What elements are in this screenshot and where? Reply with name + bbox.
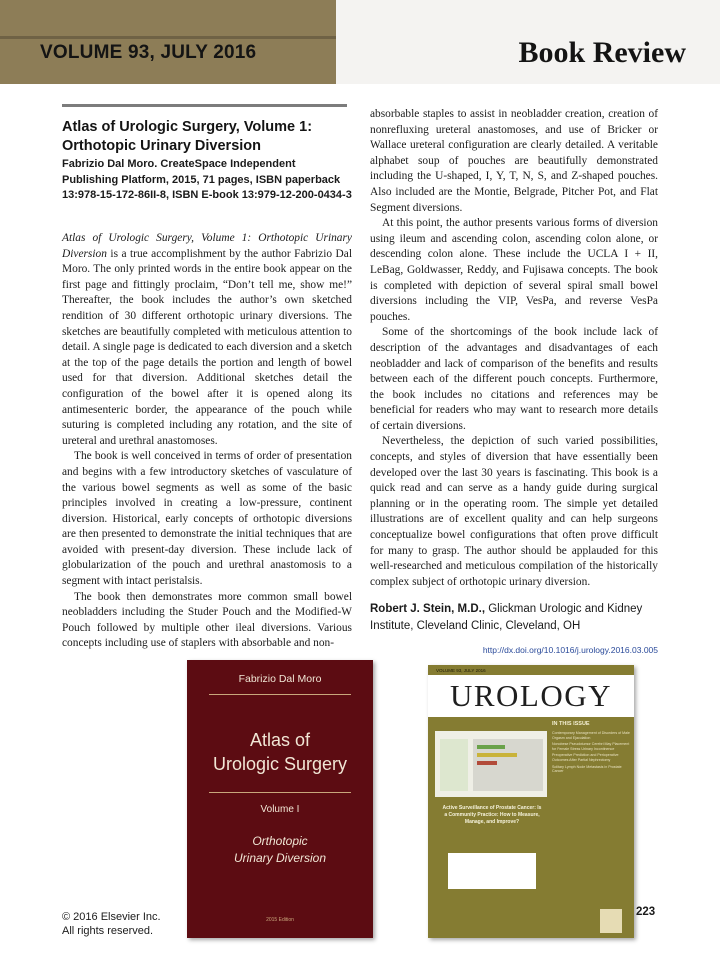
book-title-italic: Atlas of Urologic Surgery, Volume 1: Orthotopic Urinary Diversion: [62, 232, 352, 260]
journal-cover-image: [428, 665, 634, 938]
journal-cover-label-box: [448, 853, 536, 889]
journal-contents-item: Nonobese Pseudotumor Cerebri May Placement for Female Stress Urinary Incontinence: [552, 742, 630, 751]
title-rule: [62, 104, 347, 107]
journal-cover-title: UROLOGY: [449, 678, 613, 713]
volume-label: VOLUME 93, JULY 2016: [40, 42, 257, 63]
book-cover-rule-top: [209, 694, 351, 695]
journal-contents-item: Preoperative Prediction and Perioperative Outcomes After Partial Nephrectomy: [552, 753, 619, 762]
book-cover-image: [187, 660, 373, 938]
journal-contents-list: [552, 731, 630, 776]
paragraph-4: At this point, the author presents various forms of diversion using ileum and ascending colon, ascending colon alone, or descending colon alone. These include the UCLA I + II, LeBag, Goldwasser, Reddy, and Fujisawa concepts. The book is completed with depiction of several spiral small bowel diversions including the VIP, VesPa, and reverse VesPa pouches.: [370, 217, 658, 323]
review-title-line2: Orthotopic Urinary Diversion: [62, 138, 262, 154]
paragraph-1-text: is a true accomplishment by the author Fabrizio Dal Moro. The only printed words in the entire book appear on the first page and fittingly proclaim, “Don’t tell me, show me!” Thereafter, the book includes the author’s own sketched rendition of 30 different orthotopic urinary diversions. The sketches are beautifully completed with meticulous attention to detail. A single page is dedicated to each diversion and a sketch at the top of the page details the portion and length of bowel used for that diversion. Additional sketches detail the configuration of the bowel after it is opened along its antimesenteric border, the appearance of the pouch while suturing is completed including any rotation, and the site of ureteral and urethral anastomoses.: [62, 247, 352, 447]
copyright-line1: © 2016 Elsevier Inc.: [62, 911, 161, 923]
book-cover-author: Fabrizio Dal Moro: [238, 673, 322, 685]
copyright-line2: All rights reserved.: [62, 925, 154, 937]
book-cover-title-line2: Urologic Surgery: [212, 754, 348, 774]
paragraph-3-continued: absorbable staples to assist in neobladder creation, creation of nonrefluxing ureteral anastomoses, and use of Bricker or Wallace ureteral configuration are clearly detailed. A veritable alphabet soup of pouches are beautifully demonstrated including the U-shaped, I, Y, T, N, S, and Z-shaped pouches. Also included are the Montie, Belgrade, Pitcher Pot, and Flat Segment diversions.: [370, 108, 658, 214]
paragraph-3-start: The book then demonstrates more common small bowel neobladders including the Studer Pouch and the Modified-W Pouch followed by multiple other ileal diversions. Various concepts including use of staplers with absorbable and non-: [62, 590, 352, 650]
journal-figure-bar: [477, 761, 497, 765]
book-cover-edition: 2015 Edition: [266, 917, 294, 923]
page-number: 223: [636, 906, 656, 918]
left-column: [62, 231, 352, 652]
review-title-line1: Atlas of Urologic Surgery, Volume 1:: [62, 119, 313, 135]
paragraph-2: The book is well conceived in terms of order of presentation and begins with a few introductory sketches of vasculature of the various bowel segments as well as some of the basic principles involved in creating a low-pressure, continent diversion. Historical, early concepts of orthotopic diversions are then presented to demonstrate the initial techniques that are avoided with present-day diversion. These include lack of globularization of the pouch and urethral anastomosis to a segment with intact peristalsis.: [62, 450, 352, 588]
journal-contents-item: Contemporary Management of Disorders of Male Orgasm and Ejaculation: [552, 731, 630, 740]
journal-issue-heading: IN THIS ISSUE: [552, 721, 590, 727]
journal-figure-panel: [440, 739, 468, 791]
doi-link[interactable]: http://dx.doi.org/10.1016/j.urology.2016.03.005: [482, 645, 658, 656]
journal-cover-figure: [435, 731, 547, 797]
journal-contents-item: Solitary Lymph Node Metastasis in Prostate Cancer: [552, 764, 622, 774]
book-cover-subtitle-line2: Urinary Diversion: [233, 851, 327, 865]
paragraph-5: Some of the shortcomings of the book include lack of description of the advantages and disadvantages of each neobladder and lack of comparison of the benefits and results between each of the different pouch concepts. Furthermore, the book includes no citations and references may be beneficial for readers who may want to research more details of certain diversions.: [370, 326, 658, 432]
author-signature: [370, 601, 658, 635]
journal-figure-bar: [477, 753, 517, 757]
book-cover-volume: Volume I: [260, 804, 300, 815]
header-tab-divider: [0, 36, 336, 39]
book-cover-subtitle-line1: Orthotopic: [252, 834, 308, 848]
copyright-notice: [62, 910, 161, 938]
right-column: [370, 107, 658, 659]
author-name: Robert J. Stein, M.D.,: [370, 603, 486, 616]
author-affiliation: Glickman Urologic and Kidney Institute, Cleveland Clinic, Cleveland, OH: [370, 603, 643, 633]
book-cover-title-line1: Atlas of: [249, 730, 311, 750]
journal-feature-caption: Active Surveillance of Prostate Cancer: Is a Community Practice: How to Measure, Manage, and Improve?: [442, 805, 542, 825]
section-title: Book Review: [518, 36, 686, 69]
review-title: [62, 118, 352, 156]
book-cover-rule-mid: [209, 792, 351, 793]
bibliographic-info: Fabrizio Dal Moro. CreateSpace Independent Publishing Platform, 2015, 71 pages, ISBN paperback 13:978-15-172-86II-8, ISBN E-book 13:979-12-200-0434-3: [62, 158, 352, 201]
paragraph-6: Nevertheless, the depiction of such varied possibilities, concepts, and styles of diversion that have essentially been developed over the last 30 years is fascinating. This book is a quick read and can serve as a handy guide during surgical planning or in the operating room. The simple yet detailed illustrations are of excellent quality and can help surgeons conceptualize bowel configurations that often prove difficult for many to grasp. The author should be applauded for this well-researched and meticulous compilation of the historically complex subject of orthotopic urinary diversion.: [370, 435, 658, 588]
paragraph-1: [62, 231, 352, 449]
journal-cover-volume: VOLUME 93, JULY 2016: [436, 668, 486, 673]
journal-figure-bar: [477, 745, 505, 749]
elsevier-logo-icon: [600, 909, 622, 933]
